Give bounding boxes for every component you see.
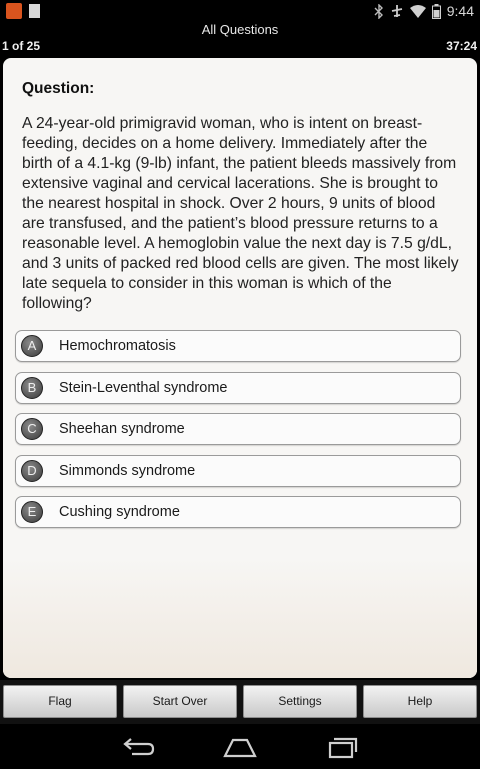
option-label: Simmonds syndrome (59, 462, 196, 479)
answer-option-a[interactable] (15, 330, 461, 362)
settings-button[interactable]: Settings (243, 685, 357, 718)
system-nav-bar (0, 724, 480, 769)
option-label: Stein-Leventhal syndrome (59, 379, 228, 396)
question-label: Question: (22, 80, 95, 97)
status-icons (374, 2, 474, 20)
timer: 37:24 (446, 39, 477, 53)
home-icon[interactable] (220, 734, 260, 760)
answer-option-e[interactable] (15, 496, 461, 528)
back-icon[interactable] (118, 734, 158, 760)
card-background-fade (3, 558, 477, 678)
bluetooth-icon (374, 4, 384, 19)
start-over-button[interactable]: Start Over (123, 685, 237, 718)
recents-icon[interactable] (322, 734, 362, 760)
app-icon (6, 3, 22, 19)
bottom-toolbar (0, 680, 480, 724)
option-label: Sheehan syndrome (59, 421, 185, 437)
page-title: All Questions (201, 22, 279, 37)
help-button[interactable]: Help (363, 685, 477, 718)
flag-button[interactable]: Flag (3, 685, 117, 718)
question-text: A 24-year-old primigravid woman, who is intent on breast-feeding, decides on a home delivery. Immediately after the birth of a 4.1-kg (9-lb) infant, the patient bleeds massively from extensive vaginal and cervical lacerations. She is brought to the nearest hospital in shock. Over 2 hours, 9 units of blood are transfused, and the patient’s blood pressure returns to a reasonable level. A hemoglobin value the next day is 7.5 g/dL, and 3 units of packed red blood cells are given. The most likely late sequela to consider in this woman is which of the following? (22, 115, 459, 312)
title-bar (0, 22, 480, 58)
answer-option-d[interactable] (15, 455, 461, 487)
battery-icon (432, 4, 441, 19)
option-label: Hemochromatosis (59, 338, 176, 354)
option-letter-badge: E (21, 501, 43, 523)
option-letter-badge: B (21, 377, 43, 399)
option-letter-badge: D (21, 460, 43, 482)
airplane-icon (390, 4, 404, 18)
answer-option-b[interactable] (15, 372, 461, 404)
answer-options (15, 330, 461, 538)
answer-option-c[interactable] (15, 413, 461, 445)
notification-square-icon (29, 4, 40, 18)
option-label: Cushing syndrome (59, 504, 180, 520)
status-bar (0, 0, 480, 22)
question-card (3, 58, 477, 678)
clock: 9:44 (446, 3, 474, 19)
option-letter-badge: A (21, 335, 43, 357)
option-letter-badge: C (21, 418, 43, 440)
wifi-icon (410, 5, 426, 18)
question-progress: 1 of 25 (2, 39, 41, 53)
